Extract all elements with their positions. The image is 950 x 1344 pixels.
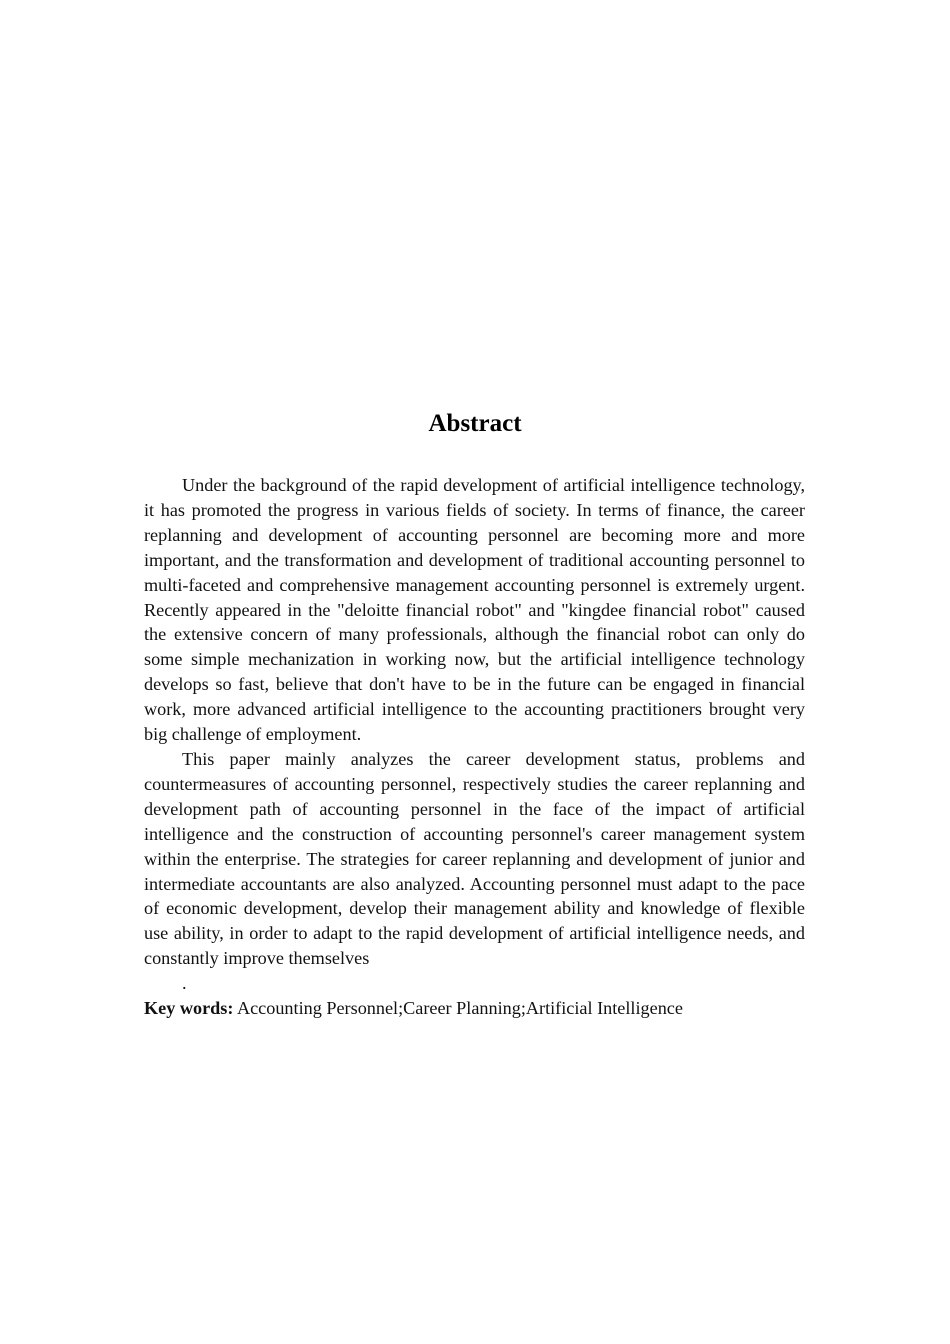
abstract-title: Abstract: [428, 410, 522, 437]
abstract-paragraph-2: This paper mainly analyzes the career development status, problems and countermeasures of accounting personnel, respectively studies the career replanning and development path of accounting personnel in the face of the impact of artificial intelligence and the construction of accounting personnel's career management system within the enterprise. The strategies for career replanning and development of junior and intermediate accountants are also analyzed. Accounting personnel must adapt to the pace of economic development, develop their management ability and knowledge of flexible use ability, in order to adapt to the rapid development of artificial intelligence needs, and constantly improve themselves: [144, 748, 805, 969]
keywords-list: Accounting Personnel;Career Planning;Artificial Intelligence: [236, 998, 683, 1019]
keywords-label: Key words:: [144, 998, 234, 1019]
trailing-period: .: [182, 973, 187, 994]
abstract-paragraph-1: Under the background of the rapid development of artificial intelligence technology, it has promoted the progress in various fields of society. In terms of finance, the career replanning and development of accounting personnel are becoming more and more important, and the transformation and development of traditional accounting personnel to multi-faceted and comprehensive management accounting personnel is extremely urgent. Recently appeared in the "deloitte financial robot" and "kingdee financial robot" caused the extensive concern of many professionals, although the financial robot can only do some simple mechanization in working now, but the artificial intelligence technology develops so fast, believe that don't have to be in the future can be engaged in financial work, more advanced artificial intelligence to the accounting practitioners brought very big challenge of employment.: [144, 475, 805, 745]
abstract-body: [144, 473, 805, 1021]
keywords-line: [144, 996, 805, 1021]
